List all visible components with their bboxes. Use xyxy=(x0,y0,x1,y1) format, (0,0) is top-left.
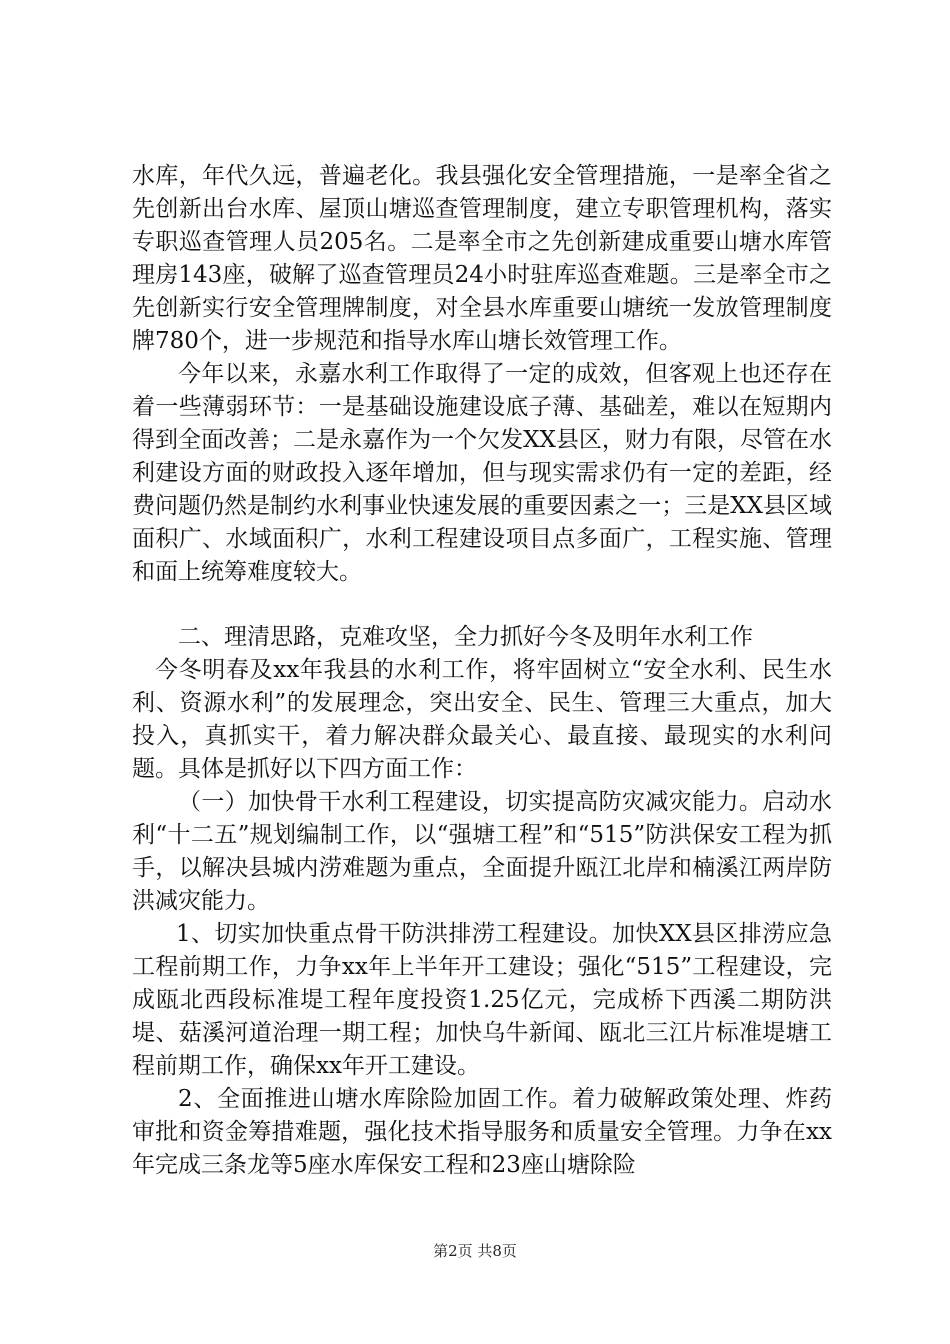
paragraph-item-1: 1、切实加快重点骨干防洪排涝工程建设。加快XX县区排涝应急工程前期工作，力争xx年上半年开工建设；强化“515”工程建设，完成瓯北西段标准堤工程年度投资1.25亿元，完成桥下西溪二期防洪堤、菇溪河道治理一期工程；加快乌牛新闻、瓯北三江片标准堤塘工程前期工作，确保xx年开工建设。 xyxy=(132,921,832,1079)
page-footer: 第2页 共8页 xyxy=(433,1242,517,1260)
paragraph-reservoir-management: 水库，年代久远，普遍老化。我县强化安全管理措施，一是率全省之先创新出台水库、屋顶山塘巡查管理制度，建立专职管理机构，落实专职巡查管理人员205名。二是率全市之先创新建成重要山塘水库管理房143座，破解了巡查管理员24小时驻库巡查难题。三是率全市之先创新实行安全管理牌制度，对全县水库重要山塘统一发放管理制度牌780个，进一步规范和指导水库山塘长效管理工作。 xyxy=(132,163,832,354)
paragraph-subsection-one: （一）加快骨干水利工程建设，切实提高防灾减灾能力。启动水利“十二五”规划编制工作，以“强塘工程”和“515”防洪保安工程为抓手，以解决县城内涝难题为重点，全面提升瓯江北岸和楠溪江两岸防洪减灾能力。 xyxy=(132,789,832,914)
section-heading-two: 二、理清思路，克难攻坚，全力抓好今冬及明年水利工作 xyxy=(178,624,753,650)
paragraph-weaknesses: 今年以来，永嘉水利工作取得了一定的成效，但客观上也还存在着一些薄弱环节：一是基础设施建设底子薄、基础差，难以在短期内得到全面改善；二是永嘉作为一个欠发XX县区，财力有限，尽管在水利建设方面的财政投入逐年增加，但与现实需求仍有一定的差距，经费问题仍然是制约水利事业快速发展的重要因素之一；三是XX县区域面积广、水域面积广，水利工程建设项目点多面广，工程实施、管理和面上统筹难度较大。 xyxy=(132,361,832,585)
document-body xyxy=(132,160,832,1182)
paragraph-item-2: 2、全面推进山塘水库除险加固工作。着力破解政策处理、炸药审批和资金筹措难题，强化技术指导服务和质量安全管理。力争在xx年完成三条龙等5座水库保安工程和23座山塘除险 xyxy=(132,1086,832,1178)
paragraph-plan-overview: 今冬明春及xx年我县的水利工作，将牢固树立“安全水利、民生水利、资源水利”的发展理念，突出安全、民生、管理三大重点，加大投入，真抓实干，着力解决群众最关心、最直接、最现实的水利问题。具体是抓好以下四方面工作： xyxy=(132,657,832,782)
